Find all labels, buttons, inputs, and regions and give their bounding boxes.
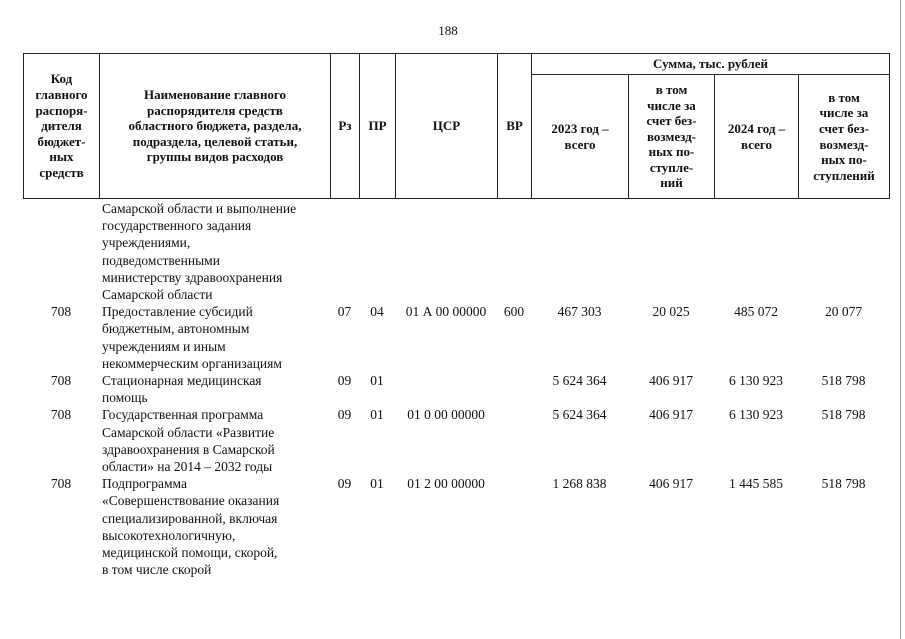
text-line: счет без-: [819, 120, 869, 136]
header-vr: ВР: [498, 54, 532, 199]
text-line: подведомственными: [102, 252, 220, 268]
cell-rz: 07: [337, 304, 352, 320]
header-rz: Рз: [331, 54, 360, 199]
text-line: ступлений: [813, 167, 875, 183]
cell-code: 708: [50, 373, 72, 389]
text-line: числе за: [647, 97, 696, 113]
text-line: всего: [564, 136, 596, 152]
text-line: специализированной, включая: [102, 510, 278, 526]
text-line: возмезд-: [819, 136, 869, 152]
cell-2024-free: 518 798: [821, 373, 866, 389]
header-pr: ПР: [360, 54, 396, 199]
cell-2024-total: 1 445 585: [729, 476, 783, 492]
text-line: распоря-: [35, 102, 88, 118]
text-line: всего: [741, 136, 772, 152]
cell-code: 708: [50, 407, 72, 423]
text-line: в том числе скорой: [102, 562, 212, 578]
cell-csr: 01 0 00 00000: [407, 407, 485, 423]
text-line: медицинской помощи, скорой,: [102, 545, 278, 561]
text-line: ний: [660, 175, 683, 191]
text-line: числе за: [819, 105, 869, 121]
header-name: [100, 54, 331, 199]
cell-2024-free: 20 077: [824, 304, 863, 320]
cell-2024-free: 518 798: [821, 407, 866, 423]
cell-name: [99, 372, 330, 406]
table-header: [23, 53, 890, 199]
cell-rz: 09: [337, 407, 352, 423]
cell-code: 708: [50, 476, 72, 492]
table-body: [23, 200, 889, 578]
text-line: бюджетным, автономным: [102, 321, 250, 337]
cell-2023-free: 406 917: [649, 373, 693, 389]
text-line: Самарской области и выполнение: [102, 201, 297, 216]
text-line: 2023 год –: [551, 120, 609, 136]
header-2023-total: [532, 75, 629, 199]
cell-pr: 04: [370, 304, 384, 320]
text-line: бюджет-: [37, 133, 86, 149]
cell-rz: 09: [337, 476, 352, 492]
cell-rz: 09: [337, 373, 352, 389]
text-line: некоммерческим организациям: [102, 355, 282, 371]
cell-2024-free: 518 798: [821, 476, 866, 492]
cell-2024-total: 6 130 923: [729, 407, 783, 423]
header-2024-total: [715, 75, 799, 199]
page-edge: [900, 0, 901, 639]
table-row: [23, 200, 889, 303]
text-line: ных по-: [648, 144, 695, 160]
cell-2023-total: 1 268 838: [552, 476, 607, 492]
text-line: государственного задания: [102, 218, 252, 234]
header-2023-free: [629, 75, 715, 199]
cell-2024-total: 6 130 923: [729, 373, 783, 389]
cell-code: 708: [50, 304, 72, 320]
text-line: области» на 2014 – 2032 годы: [102, 459, 273, 475]
text-line: Наименование главного: [143, 87, 287, 103]
text-line: Самарской области «Развитие: [102, 424, 275, 440]
cell-2023-total: 467 303: [557, 304, 602, 320]
text-line: ных по-: [821, 152, 867, 168]
text-line: счет без-: [646, 113, 697, 129]
cell-2024-total: 485 072: [734, 304, 778, 320]
cell-name: [99, 200, 330, 303]
table-row: [23, 372, 889, 406]
text-line: областного бюджета, раздела,: [128, 118, 302, 134]
cell-name: [99, 303, 330, 372]
text-line: возмезд-: [647, 128, 696, 144]
text-line: группы видов расходов: [146, 149, 284, 165]
table-row: [23, 406, 889, 475]
text-line: министерству здравоохранения: [102, 269, 283, 285]
text-line: дителя: [41, 118, 82, 134]
cell-pr: 01: [370, 476, 384, 492]
text-line: Подпрограмма: [102, 476, 187, 492]
cell-pr: 01: [370, 373, 384, 389]
cell-pr: 01: [370, 407, 384, 423]
text-line: помощь: [102, 390, 148, 406]
cell-2023-free: 406 917: [649, 476, 693, 492]
cell-csr: 01 А 00 00000: [405, 304, 487, 320]
text-line: средств: [39, 164, 84, 180]
text-line: в том: [655, 81, 688, 97]
cell-vr: 600: [503, 304, 525, 320]
text-line: Код: [50, 71, 73, 87]
text-line: 2024 год –: [727, 120, 786, 136]
table-row: [23, 475, 889, 578]
text-line: ступле-: [649, 159, 694, 175]
text-line: подраздела, целевой статьи,: [132, 133, 298, 149]
page-number: 188: [438, 23, 458, 38]
cell-name: [99, 406, 330, 475]
text-line: Государственная программа: [102, 407, 264, 423]
text-line: Предоставление субсидий: [102, 304, 253, 320]
text-line: учреждениям и иным: [102, 338, 226, 354]
header-code: [24, 54, 100, 199]
cell-name: [99, 475, 330, 578]
text-line: ных: [49, 149, 74, 165]
text-line: главного: [35, 87, 88, 103]
text-line: Самарской области: [102, 287, 213, 303]
table-row: [23, 303, 889, 372]
text-line: Стационарная медицинская: [102, 373, 262, 389]
cell-2023-free: 20 025: [652, 304, 690, 320]
cell-2023-total: 5 624 364: [552, 373, 607, 389]
text-line: здравоохранения в Самарской: [102, 441, 275, 457]
header-2024-free: [799, 75, 890, 199]
text-line: высокотехнологичную,: [102, 527, 236, 543]
text-line: учреждениями,: [102, 235, 191, 251]
text-line: «Совершенствование оказания: [102, 493, 280, 509]
cell-2023-total: 5 624 364: [552, 407, 607, 423]
header-sum-group: Сумма, тыс. рублей: [532, 54, 890, 75]
cell-csr: 01 2 00 00000: [407, 476, 485, 492]
cell-2023-free: 406 917: [649, 407, 693, 423]
text-line: в том: [828, 89, 860, 105]
header-csr: ЦСР: [396, 54, 498, 199]
text-line: распорядителя средств: [147, 102, 283, 118]
